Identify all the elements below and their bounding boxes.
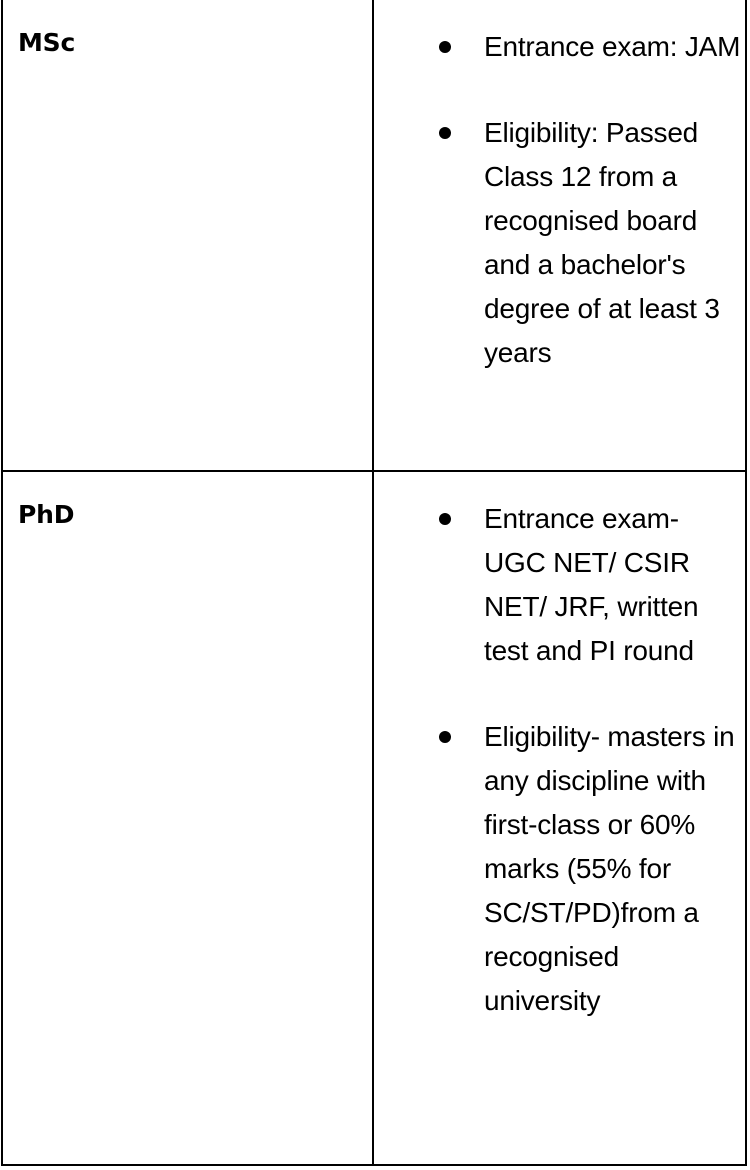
bullet-text: Entrance exam- UGC NET/ CSIR NET/ JRF, written test and PI round — [483, 503, 699, 666]
degree-label: MSc — [18, 28, 76, 57]
list-item — [374, 25, 741, 69]
degree-cell — [2, 0, 373, 471]
list-item — [374, 497, 741, 673]
list-item — [374, 715, 741, 1023]
bullet-icon — [439, 731, 451, 743]
bullet-text: Eligibility: Passed Class 12 from a recognised board and a bachelor's degree of at least 3 years — [483, 117, 720, 368]
table-row-msc — [2, 0, 746, 471]
details-cell — [373, 471, 746, 1165]
course-eligibility-table — [1, 0, 747, 1166]
list-item — [374, 111, 741, 375]
bullet-text: Eligibility- masters in any discipline with first-class or 60% marks (55% for SC/ST/PD)from a recognised university — [483, 721, 735, 1016]
bullet-list — [374, 497, 741, 1023]
bullet-list — [374, 25, 741, 375]
degree-label: PhD — [18, 500, 75, 529]
details-cell — [373, 0, 746, 471]
bullet-icon — [439, 127, 451, 139]
bullet-text: Entrance exam: JAM — [483, 31, 741, 62]
bullet-icon — [439, 513, 451, 525]
table-row-phd — [2, 471, 746, 1165]
bullet-icon — [439, 41, 451, 53]
degree-cell — [2, 471, 373, 1165]
